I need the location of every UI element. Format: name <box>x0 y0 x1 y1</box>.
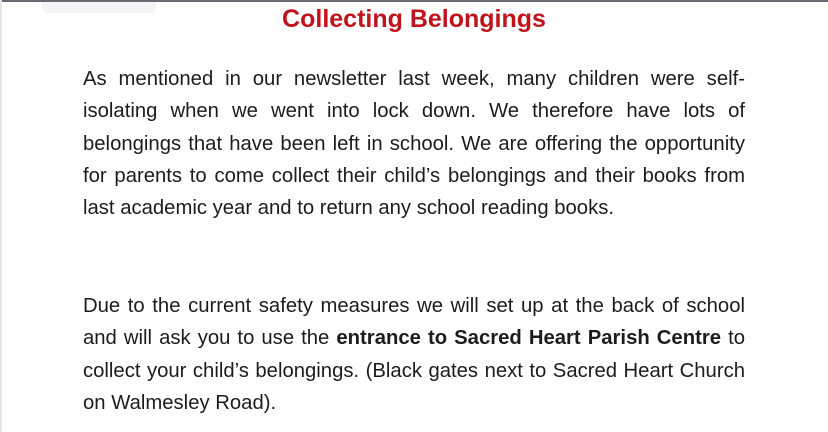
paragraph-safety-measures <box>83 290 745 419</box>
paragraph-text-after: to collect your child’s belongings. (Black gates next to Sacred Heart Church on Walmesley Road). <box>83 327 745 414</box>
entrance-emphasis: entrance to Sacred Heart Parish Centre <box>336 327 722 350</box>
window-left-border <box>0 0 2 432</box>
paragraph-collecting-info: As mentioned in our newsletter last week, many children were self-isolating when we went into lock down. We therefore have lots of belongings that have been left in school. We are offering the opportunity for parents to come collect their child’s belongings and their books from last academic year and to return any school reading books. <box>83 68 745 220</box>
document-title: Collecting Belongings <box>282 5 546 33</box>
paragraph-text-before: Due to the current safety measures we will set up at the back of school and will ask you to use the <box>83 295 745 350</box>
